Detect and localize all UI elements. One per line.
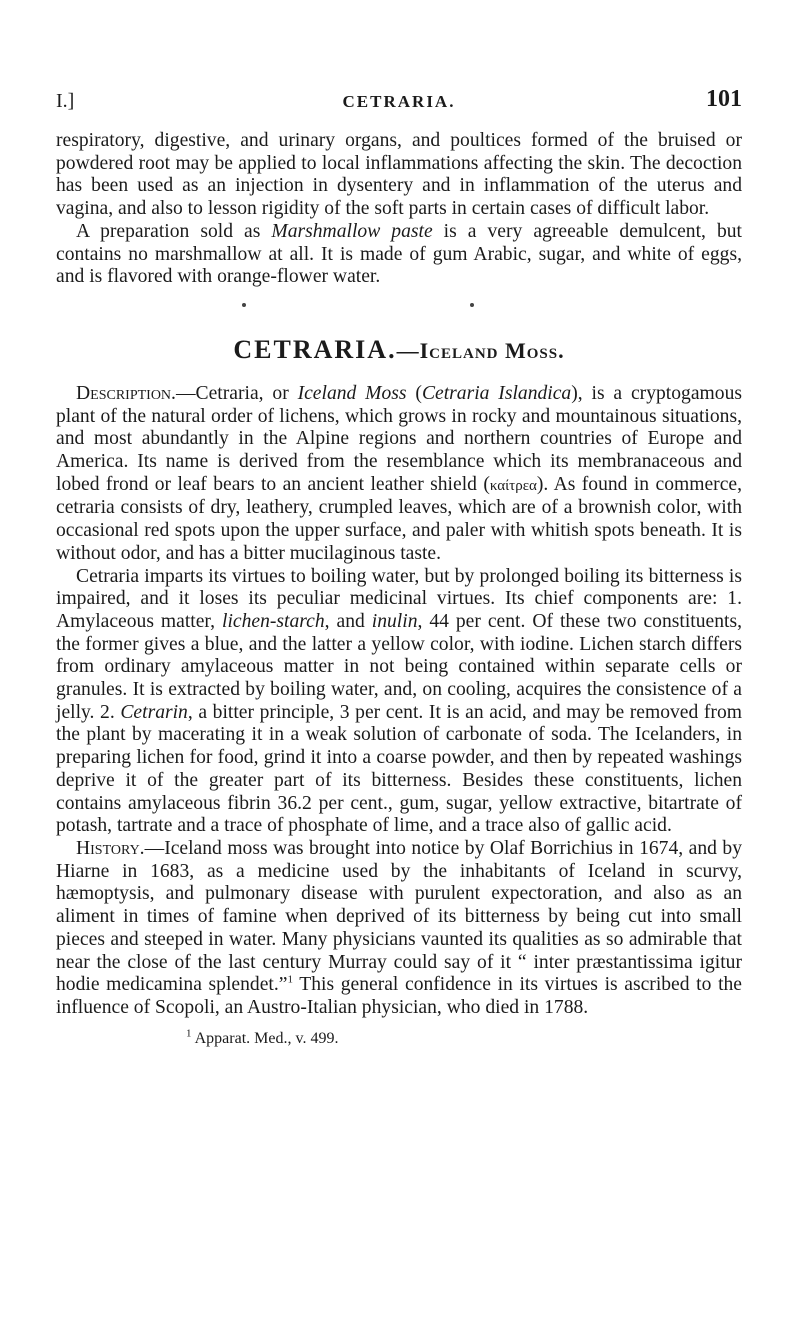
paragraph-continued [56, 130, 742, 221]
components-emphasis-1: lichen-starch [222, 610, 325, 632]
paragraph-history [56, 838, 742, 1020]
section-heading [56, 335, 742, 365]
paragraph-description [56, 383, 742, 566]
footnote [56, 1027, 742, 1048]
chapter-marker: I.] [56, 90, 75, 112]
heading-sub: —Iceland Moss. [396, 337, 565, 363]
description-emphasis-2: Cetraria Islandica [421, 382, 572, 404]
paragraph-marshmallow-paste [56, 221, 742, 289]
components-emphasis-3: Cetrarin [120, 701, 188, 723]
page-number: 101 [706, 86, 742, 112]
running-head [56, 86, 742, 122]
footnote-marker: 1 [186, 1027, 192, 1040]
para2-text-2: is a very agreeable demulcent, but contains no marshmallow at all. It is made of gum Arabic, sugar, and white of eggs, and is flavored with orange-flower water. [56, 220, 743, 288]
components-text-3: , 44 per cent. Of these two constituents, the former gives a blue, and the latter a yellow color, with iodine. Lichen starch differs from ordinary amylaceous matter in not being contained within separate cells or granules. It is extracted by boiling water, and, on cooling, acquires the consistence of a jelly. 2. [56, 610, 742, 723]
components-text-4: , a bitter principle, 3 per cent. It is an acid, and may be removed from the plant by macerating it in a weak solution of carbonate of soda. The Icelanders, in preparing lichen for food, grind it into a coarse powder, and then by repeated washings deprive it of the greater part of its bitterness. Besides these constituents, lichen contains amylaceous fibrin 36.2 per cent., gum, sugar, yellow extractive, bitartrate of potash, tartrate and a trace of phosphate of lime, and a trace also of gallic acid. [56, 701, 742, 837]
para2-emphasis: Marshmallow paste [271, 220, 433, 242]
section-separator [56, 289, 742, 329]
description-text-4: ). As found in commerce, cetraria consists of dry, leathery, crumpled leaves, which are of a brownish color, with occasional red spots upon the upper surface, and paler with whitish spots beneath. It is without odor, and has a bitter mucilaginous taste. [56, 473, 742, 564]
description-text-1: —Cetraria, or [175, 382, 298, 404]
separator-dot [470, 303, 474, 307]
book-page [56, 86, 742, 1048]
components-emphasis-2: inulin [371, 610, 418, 632]
description-emphasis-1: Iceland Moss [297, 382, 407, 404]
paragraph-components [56, 566, 742, 838]
history-text-2: This general confidence in its virtues is ascribed to the influence of Scopoli, an Austro-Italian physician, who died in 1788. [56, 974, 743, 1018]
running-title: CETRARIA. [342, 92, 456, 111]
para1-text: respiratory, digestive, and urinary organs, and poultices formed of the bruised or powdered root may be applied to local inflammations affecting the skin. The decoction has been used as an injection in dysentery and in inflammation of the uterus and vagina, and also to lesson rigidity of the soft parts in certain cases of difficult labor. [56, 130, 742, 220]
history-text-1: —Iceland moss was brought into notice by Olaf Borrichius in 1674, and by Hiarne in 1683, as a medicine used by the inhabitants of Iceland in scurvy, hæmoptysis, and pulmonary disease with purulent expectoration, and also as an aliment in times of famine when deprived of its bitterness by being cut into small pieces and steeped in water. Many physicians vaunted its qualities as so admirable that near the close of the last century Murray could say of it “ inter præstantissima igitur hodie medicamina splendet.” [56, 837, 742, 996]
footnote-text: Apparat. Med., v. 499. [191, 1029, 339, 1047]
greek-word: καίτρεα [489, 477, 537, 494]
footnote-reference: 1 [287, 973, 293, 986]
description-text-2: ( [406, 382, 422, 404]
separator-dot [242, 303, 246, 307]
heading-main: CETRARIA. [233, 334, 397, 364]
para2-text-1: A preparation sold as [76, 220, 272, 242]
description-label: Description. [76, 382, 176, 404]
components-text-1: Cetraria imparts its virtues to boiling water, but by prolonged boiling its bitterness is impaired, and it loses its peculiar medicinal virtues. Its chief components are: 1. Amylaceous matter, [56, 565, 742, 632]
components-text-2: , and [324, 610, 372, 632]
history-label: History. [76, 837, 145, 859]
description-text-3: ), is a cryptogamous plant of the natural order of lichens, which grows in rocky and mountainous situations, and most abundantly in the Alpine regions and northern countries of Europe and America. Its name is derived from the resemblance which its membranaceous and lobed frond or leaf bears to an ancient leather shield ( [56, 382, 742, 495]
